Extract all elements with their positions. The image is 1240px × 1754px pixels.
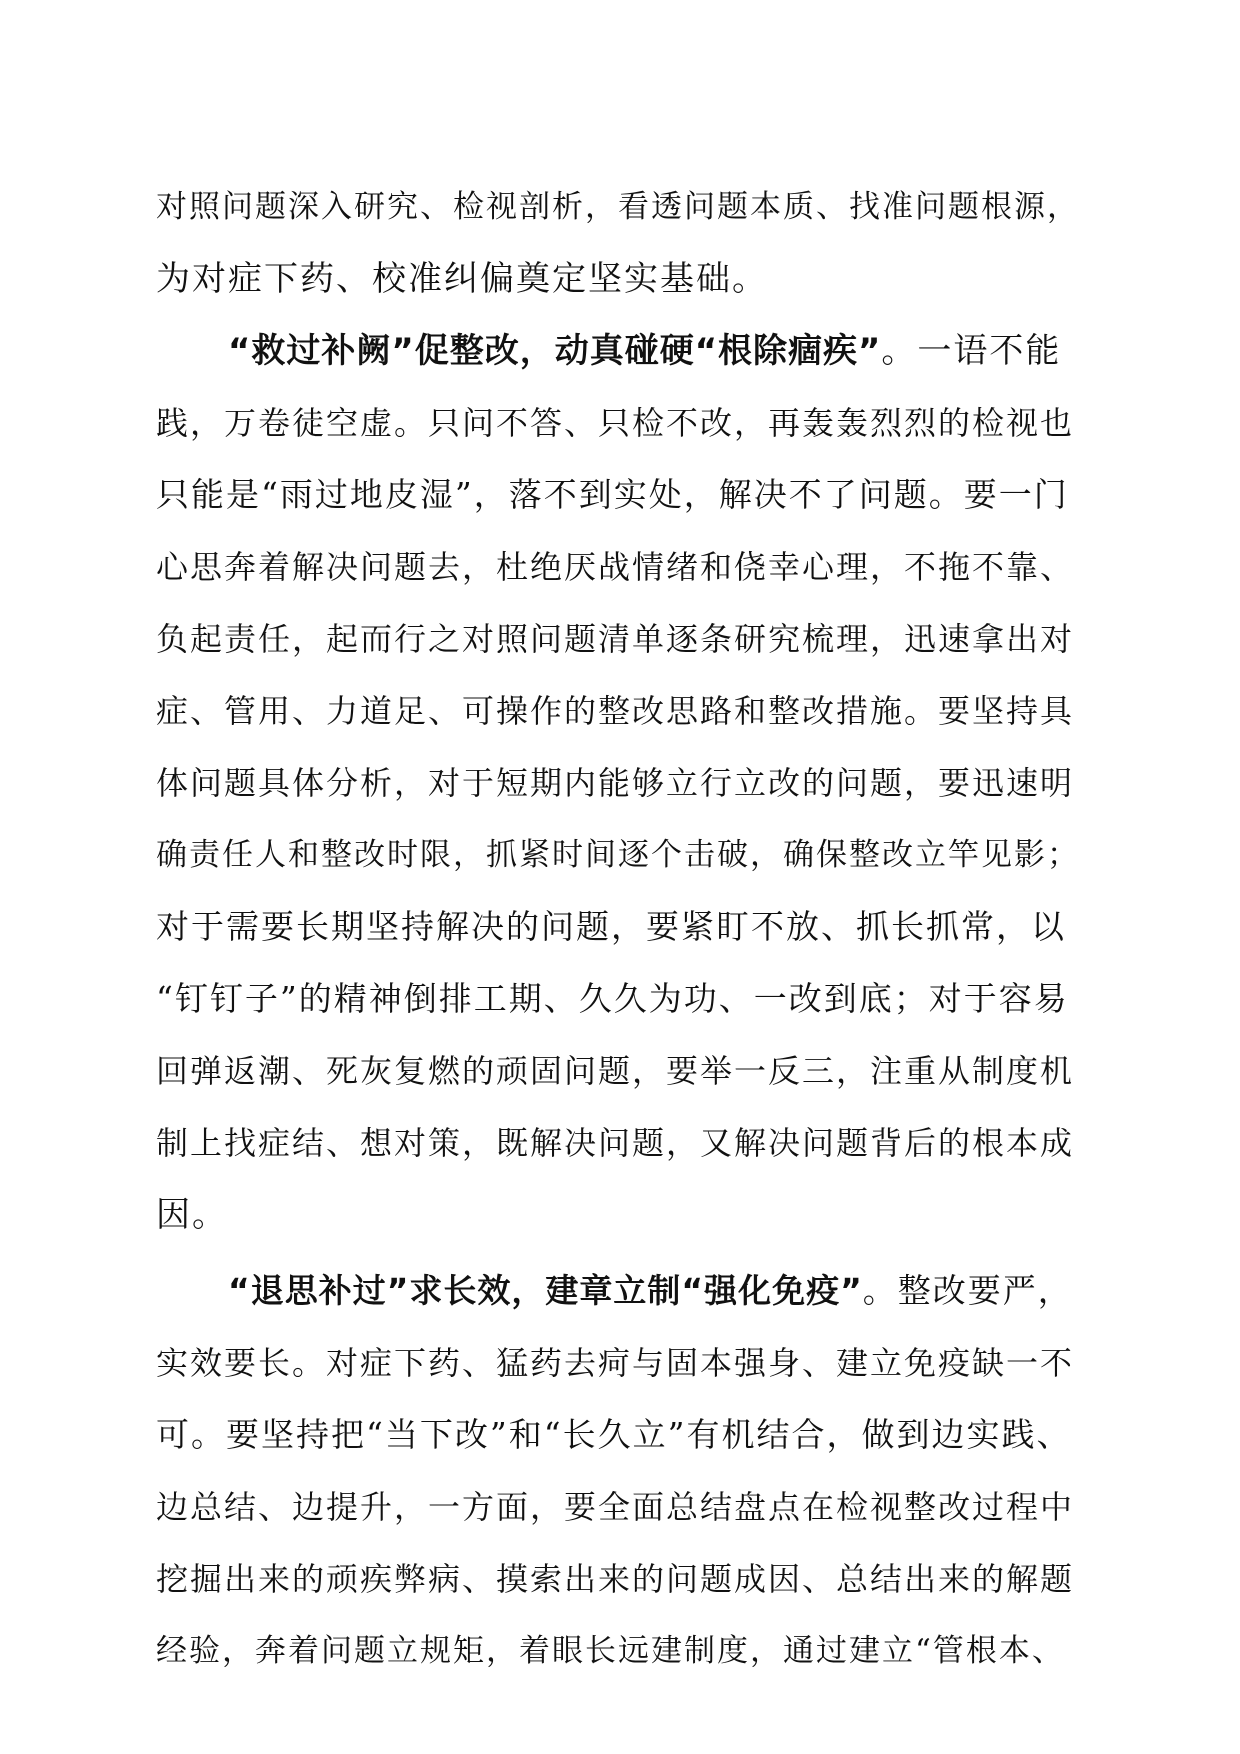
- text-line: 负起责任，起而行之对照问题清单逐条研究梳理，迅速拿出对: [156, 620, 1075, 658]
- text-line: “钉钉子”的精神倒排工期、久久为功、一改到底；对于容易: [156, 979, 1069, 1018]
- text-line: 心思奔着解决问题去，杜绝厌战情绪和侥幸心理，不拖不靠、: [156, 548, 1075, 586]
- text-line: 可。要坚持把“当下改”和“长久立”有机结合，做到边实践、: [156, 1415, 1072, 1454]
- text-line: 挖掘出来的顽疾弊病、摸索出来的问题成因、总结出来的解题: [156, 1560, 1075, 1598]
- text-line: 症、管用、力道足、可操作的整改思路和整改措施。要坚持具: [156, 692, 1075, 730]
- text-line: 因。: [156, 1195, 228, 1235]
- text-line: 只能是“雨过地皮湿”，落不到实处，解决不了问题。要一门: [156, 475, 1069, 514]
- paragraph-first-line: [228, 324, 1061, 378]
- text-line: 体问题具体分析，对于短期内能够立行立改的问题，要迅速明: [156, 764, 1075, 802]
- paragraph-text: 。一语不能: [881, 331, 1062, 371]
- paragraph-text: 。整改要严，: [862, 1271, 1073, 1310]
- text-line: 经验，奔着问题立规矩，着眼长远建制度，通过建立“管根本、: [156, 1633, 1065, 1669]
- text-line: 对于需要长期坚持解决的问题，要紧盯不放、抓长抓常，以: [156, 907, 1066, 946]
- paragraph-first-line: [228, 1264, 1073, 1318]
- paragraph-heading: “救过补阙”促整改，动真碰硬“根除痼疾”: [228, 331, 882, 371]
- text-line: 边总结、边提升，一方面，要全面总结盘点在检视整改过程中: [156, 1488, 1075, 1526]
- text-line: 为对症下药、校准纠偏奠定坚实基础。: [156, 259, 768, 299]
- paragraph-heading: “退思补过”求长效，建章立制“强化免疫”: [228, 1271, 863, 1310]
- text-line: 对照问题深入研究、检视剖析，看透问题本质、找准问题根源，: [156, 189, 1080, 225]
- text-line: 践，万卷徒空虚。只问不答、只检不改，再轰轰烈烈的检视也: [156, 404, 1075, 442]
- text-line: 确责任人和整改时限，抓紧时间逐个击破，确保整改立竿见影；: [156, 837, 1080, 873]
- text-line: 回弹返潮、死灰复燃的顽固问题，要举一反三，注重从制度机: [156, 1052, 1075, 1090]
- text-line: 实效要长。对症下药、猛药去疴与固本强身、建立免疫缺一不: [156, 1344, 1075, 1382]
- text-line: 制上找症结、想对策，既解决问题，又解决问题背后的根本成: [156, 1124, 1075, 1162]
